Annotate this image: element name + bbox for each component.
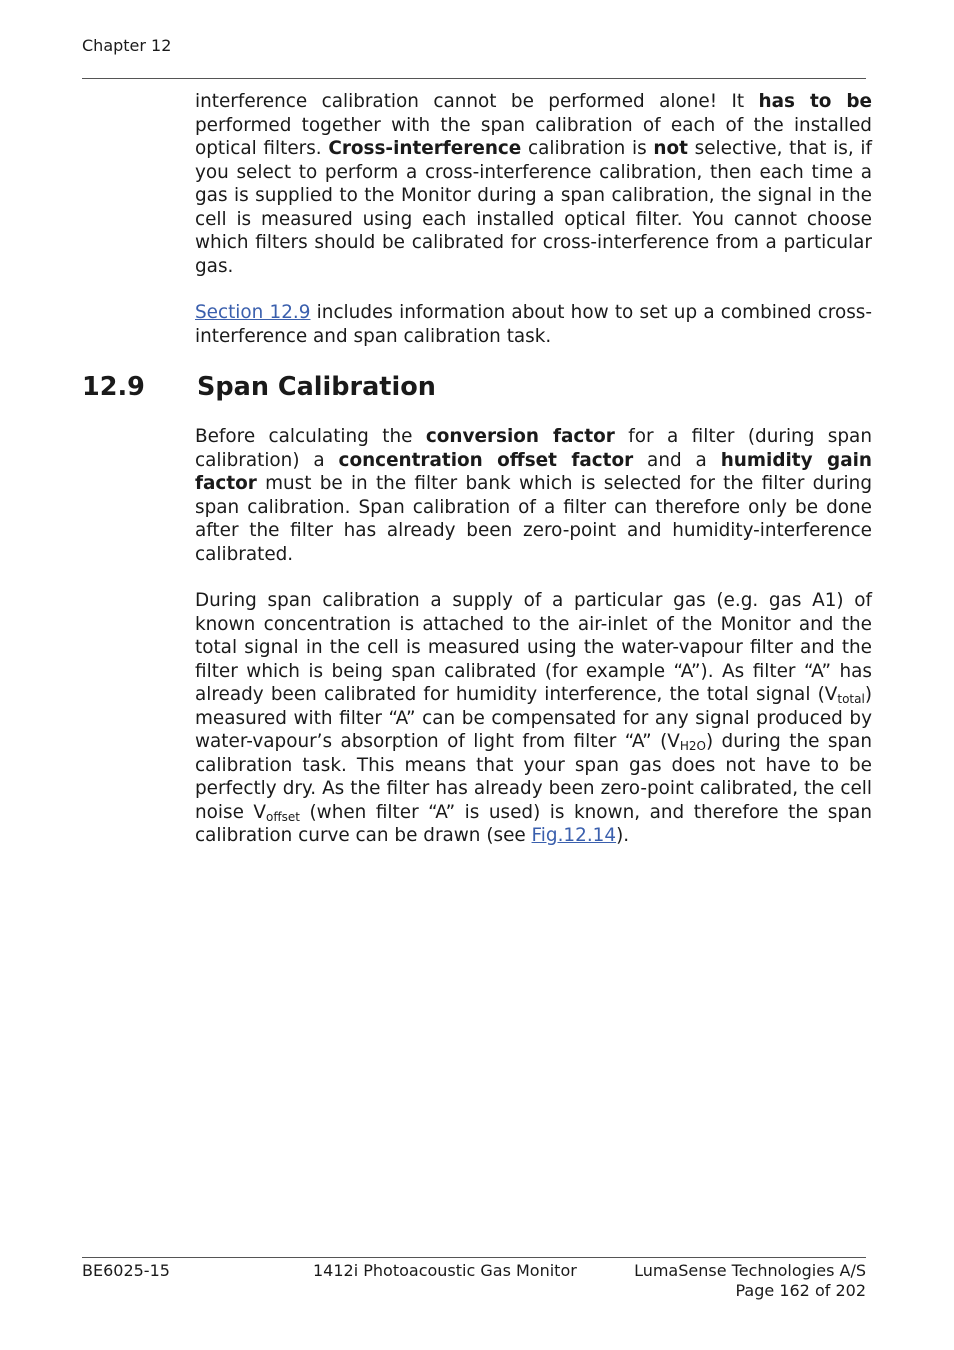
text-span: includes information about how to set up a combined cross-interference and span calibration task.	[195, 302, 873, 347]
footer-divider	[82, 1257, 866, 1258]
footer-product: 1412i Photoacoustic Gas Monitor	[313, 1261, 577, 1280]
text-span: ) during the span calibration task. This means that your span gas does not have to be perfectly dry. As the filter has already been zero-point calibrated, the cell noise V	[195, 731, 872, 823]
bold-text: not	[653, 138, 688, 159]
bold-text: has to be	[758, 91, 872, 112]
footer-company: LumaSense Technologies A/S	[634, 1261, 866, 1280]
text-span: During span calibration a supply of a particular gas (e.g. gas A1) of known concentration is attached to the air-inlet of the Monitor and the total signal in the cell is measured using the water-vapour filter and the filter which is being span calibrated (for example “A”). As filter “A” has already been calibrated for humidity interference, the total signal (V	[195, 590, 872, 705]
text-span: (when filter “A” is used) is known, and therefore the span calibration curve can be drawn (see	[195, 801, 872, 846]
text-span: ).	[616, 825, 630, 846]
subscript: H2O	[679, 739, 706, 753]
section-reference-paragraph	[195, 301, 872, 348]
bold-text: Cross-interference	[328, 138, 522, 159]
text-span: interference calibration cannot be performed alone! It	[195, 91, 759, 112]
section-number: 12.9	[82, 372, 145, 402]
subscript: offset	[266, 809, 300, 824]
footer-doc-id: BE6025-15	[82, 1261, 170, 1280]
footer-company-block	[634, 1261, 866, 1301]
text-span: calibration is	[521, 138, 654, 159]
text-span: Before calculating the	[195, 426, 426, 447]
text-span: for a filter (during span calibration) a	[195, 426, 872, 471]
section-link[interactable]: Section 12.9	[195, 302, 311, 323]
figure-link[interactable]: Fig.12.14	[531, 825, 617, 846]
header-divider	[82, 78, 866, 79]
text-span: ) measured with filter “A” can be compensated for any signal produced by water-vapour’s absorption of light from filter “A” (V	[195, 684, 872, 752]
text-span: and a	[633, 449, 721, 471]
text-span: must be in the filter bank which is selected for the filter during span calibration. Span calibration of a filter can therefore only be done after the filter has already been zero-point and humidity-interference calibrated.	[195, 473, 872, 565]
subscript: total	[837, 692, 865, 706]
section-heading	[82, 370, 436, 404]
bold-text: concentration offset factor	[338, 449, 634, 471]
intro-paragraph	[195, 90, 872, 278]
bold-text: humidity gain factor	[195, 449, 872, 494]
footer-page-number: Page 162 of 202	[735, 1281, 866, 1300]
text-span: selective, that is, if you select to perform a cross-interference calibration, then each time a gas is supplied to the Monitor during a span calibration, the signal in the cell is measured using each installed optical filter. You cannot choose which filters should be calibrated for cross-interference from a particular gas.	[195, 138, 873, 277]
bold-text: conversion factor	[425, 426, 615, 447]
body-paragraph-1	[195, 425, 872, 566]
chapter-header: Chapter 12	[82, 36, 172, 55]
body-paragraph-2	[195, 589, 872, 848]
text-span: performed together with the span calibration of each of the installed optical filters.	[195, 114, 872, 159]
section-title: Span Calibration	[197, 372, 436, 402]
